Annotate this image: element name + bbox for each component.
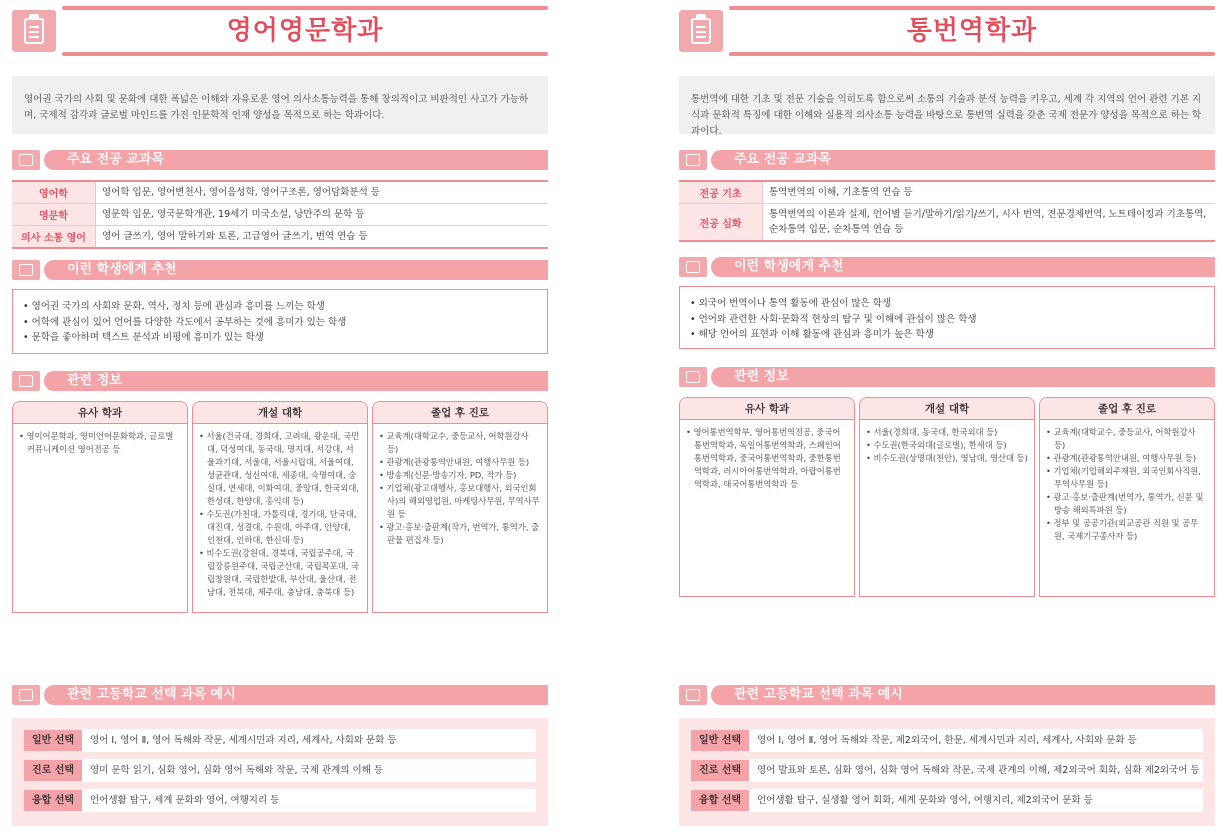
course-list: 언어생활 탐구, 세계 문화와 영어, 여행지리 등 <box>82 789 536 812</box>
course-list: 영어 Ⅰ, 영어 Ⅱ, 영어 독해와 작문, 세계시민과 지리, 세계사, 사회와 문화 등 <box>82 729 536 752</box>
highschool-box <box>12 718 548 826</box>
section-title: 주요 전공 교과목 <box>67 152 164 167</box>
page-title: 영어영문학과 <box>226 16 384 46</box>
course-list: 영어 발표와 토론, 심화 영어, 심화 영어 독해와 작문, 국제 관계의 이해, 제2외국어 회화, 심화 제2외국어 등 <box>749 759 1203 782</box>
list-item: • 광고·홍보·출판계(번역가, 통역가, 신문 및 방송 해외특파원 등) <box>1046 491 1208 517</box>
subject-key: 전공 기초 <box>679 182 763 203</box>
table-row <box>12 226 548 247</box>
list-item: • 수도권(가천대, 가톨릭대, 경기대, 단국대, 대진대, 성결대, 수원대, 아주대, 안양대, 인천대, 인하대, 한신대 등) <box>199 508 361 547</box>
recommend-list <box>679 286 1215 349</box>
table-row <box>24 729 536 752</box>
similar-column <box>12 401 188 613</box>
list-item: • 비수도권(강원대, 경북대, 국립공주대, 국립강릉원주대, 국립군산대, 국립목포대, 국립창원대, 국립한밭대, 부산대, 울산대, 전남대, 전북대, 제주대, 충남대, 충북대 등) <box>199 547 361 599</box>
list-item: • 어학에 관심이 있어 언어를 다양한 각도에서 공부하는 것에 흥미가 있는 학생 <box>23 315 537 331</box>
table-row <box>679 182 1215 204</box>
table-row <box>691 759 1203 782</box>
page-header <box>12 6 548 56</box>
page-english-literature <box>12 0 548 834</box>
section-info <box>12 371 548 391</box>
list-item: • 수도권(한국외대(글로벌), 한세대 등) <box>866 439 1028 452</box>
course-list: 언어생활 탐구, 실생활 영어 회화, 세계 문화와 영어, 여행지리, 제2외국어 문화 등 <box>749 789 1203 812</box>
notepad-icon <box>679 150 707 170</box>
page-interpretation-translation <box>679 0 1215 834</box>
book-icon <box>12 685 40 705</box>
page-header <box>679 6 1215 56</box>
section-title: 관련 정보 <box>734 369 789 384</box>
column-header: 유사 학과 <box>680 398 854 420</box>
similar-column <box>679 397 855 597</box>
course-list: 영어 Ⅰ, 영어 Ⅱ, 영어 독해와 작문, 제2외국어, 한문, 세계시민과 지리, 세계사, 사회와 문화 등 <box>749 729 1203 752</box>
subject-key: 영문학 <box>12 204 96 225</box>
column-header: 개설 대학 <box>860 398 1034 420</box>
clipboard-icon <box>12 10 56 52</box>
table-row <box>691 729 1203 752</box>
list-item: • 영미어문학과, 영미언어문화학과, 글로벌커뮤니케이션 영어전공 등 <box>19 430 181 456</box>
highschool-box <box>679 718 1215 826</box>
table-row <box>24 789 536 812</box>
course-type: 융합 선택 <box>691 790 749 811</box>
section-recommend <box>12 260 548 280</box>
subject-key: 전공 심화 <box>679 204 763 240</box>
list-item: • 방송계(신문·방송기자, PD, 작가 등) <box>379 469 541 482</box>
section-title: 관련 고등학교 선택 과목 예시 <box>67 687 236 702</box>
career-column <box>1039 397 1215 597</box>
calendar-icon <box>679 257 707 277</box>
book-icon <box>679 685 707 705</box>
table-row <box>691 789 1203 812</box>
calendar-icon <box>12 260 40 280</box>
university-column <box>859 397 1035 597</box>
section-highschool <box>12 685 548 705</box>
course-type: 일반 선택 <box>691 730 749 751</box>
list-item: • 관광계(관광통역안내원, 여행사무원 등) <box>1046 452 1208 465</box>
subject-key: 의사 소통 영어 <box>12 226 96 247</box>
table-row <box>679 204 1215 240</box>
course-type: 융합 선택 <box>24 790 82 811</box>
list-item: • 영어통번역학부, 영어통번역전공, 중국어통번역학과, 독일어통번역학과, 스페인어통번역학과, 중국어통번역학과, 중한통번역학과, 러시아어통번역학과, 아랍어통번역학과, 태국어통번역학과 등 <box>686 426 848 491</box>
list-item: • 관광계(관광통역안내원, 여행사무원 등) <box>379 456 541 469</box>
column-header: 졸업 후 진로 <box>1040 398 1214 420</box>
info-icon <box>12 371 40 391</box>
list-item: • 교육계(대학교수, 중등교사, 어학원강사 등) <box>1046 426 1208 452</box>
column-header: 개설 대학 <box>193 402 367 424</box>
subject-value: 영어학 입문, 영어변천사, 영어음성학, 영어구조론, 영어담화분석 등 <box>102 187 380 198</box>
list-item: • 해당 언어의 표현과 이해 활동에 관심과 흥미가 높은 학생 <box>690 327 1204 343</box>
list-item: • 기업체(광고대행사, 홍보대행사, 외국인회사)의 해외영업원, 마케팅사무원, 무역사무원 등 <box>379 482 541 521</box>
table-row <box>12 204 548 226</box>
subject-value: 통역번역의 이론과 실제, 언어별 듣기/말하기/읽기/쓰기, 시사 번역, 전문경제번역, 노트테이킹과 기초통역, 순차통역 입문, 순차통역 연습 등 <box>769 209 1207 235</box>
info-icon <box>679 367 707 387</box>
table-row <box>24 759 536 782</box>
list-item: • 기업체(기업해외주재원, 외국인회사직원, 무역사무원 등) <box>1046 465 1208 491</box>
intro-text: 통번역에 대한 기초 및 전문 기술을 익히도록 함으로써 소통의 기술과 분석 능력을 키우고, 세계 각 지역의 언어 관련 기본 지식과 문화적 특징에 대한 이해와 실용적 의사소통 능력을 바탕으로 통번역 실력을 갖춘 국제 전문가 양성을 목적으로 하는 학과이다. <box>679 76 1215 134</box>
section-info <box>679 367 1215 387</box>
section-recommend <box>679 257 1215 277</box>
list-item: • 서울(건국대, 경희대, 고려대, 광운대, 국민대, 덕성여대, 동국대, 명지대, 서강대, 서울과기대, 서울대, 서울시립대, 서울여대, 성균관대, 성신여대, 세종대, 숙명여대, 숭실대, 연세대, 이화여대, 중앙대, 한국외대, 한성대, 한양대, 홍익대 등) <box>199 430 361 508</box>
notepad-icon <box>12 150 40 170</box>
section-subjects <box>679 150 1215 170</box>
section-title: 이런 학생에게 추천 <box>734 259 844 274</box>
column-header: 유사 학과 <box>13 402 187 424</box>
course-type: 일반 선택 <box>24 730 82 751</box>
header-line-bottom <box>62 52 548 56</box>
recommend-list <box>12 289 548 354</box>
university-column <box>192 401 368 613</box>
list-item: • 정부 및 공공기관(외교공관 직원 및 공무원, 국제기구종사자 등) <box>1046 517 1208 543</box>
subjects-table <box>679 180 1215 242</box>
column-header: 졸업 후 진로 <box>373 402 547 424</box>
header-line-bottom <box>729 52 1215 56</box>
course-list: 영미 문학 읽기, 심화 영어, 심화 영어 독해와 작문, 국제 관계의 이해 등 <box>82 759 536 782</box>
list-item: • 영어권 국가의 사회와 문화, 역사, 정치 등에 관심과 흥미를 느끼는 학생 <box>23 299 537 315</box>
list-item: • 교육계(대학교수, 중등교사, 어학원강사 등) <box>379 430 541 456</box>
subject-key: 영어학 <box>12 182 96 203</box>
section-title: 관련 고등학교 선택 과목 예시 <box>734 687 903 702</box>
course-type: 진로 선택 <box>691 760 749 781</box>
section-title: 주요 전공 교과목 <box>734 152 831 167</box>
list-item: • 서울(경희대, 동국대, 한국외대 등) <box>866 426 1028 439</box>
section-subjects <box>12 150 548 170</box>
section-title: 이런 학생에게 추천 <box>67 262 177 277</box>
page-title: 통번역학과 <box>906 16 1038 46</box>
subject-value: 영어 글쓰기, 영어 말하기와 토론, 고급영어 글쓰기, 번역 연습 등 <box>102 231 368 242</box>
intro-text: 영어권 국가의 사회 및 문화에 대한 폭넓은 이해와 자유로운 영어 의사소통능력을 통해 창의적이고 비판적인 사고가 가능하며, 국제적 감각과 글로벌 마인드를 가진 인문학적 인재 양성을 목적으로 하는 학과이다. <box>12 76 548 134</box>
list-item: • 광고·홍보·출판계(작가, 번역가, 통역가, 출판물 편집자 등) <box>379 521 541 547</box>
list-item: • 외국어 번역이나 통역 활동에 관심이 많은 학생 <box>690 296 1204 312</box>
list-item: • 문학을 좋아하며 텍스트 분석과 비평에 흥미가 있는 학생 <box>23 330 537 346</box>
list-item: • 비수도권(상명대(천안), 영남대, 영산대 등) <box>866 452 1028 465</box>
clipboard-icon <box>679 10 723 52</box>
course-type: 진로 선택 <box>24 760 82 781</box>
subjects-table <box>12 180 548 249</box>
career-column <box>372 401 548 613</box>
subject-value: 영문학 입문, 영국문학개관, 19세기 미국소설, 낭만주의 문학 등 <box>102 209 365 220</box>
subject-value: 통역번역의 이해, 기초통역 연습 등 <box>769 187 913 198</box>
section-highschool <box>679 685 1215 705</box>
section-title: 관련 정보 <box>67 373 122 388</box>
table-row <box>12 182 548 204</box>
list-item: • 언어와 관련한 사회·문화적 현상의 탐구 및 이해에 관심이 많은 학생 <box>690 312 1204 328</box>
